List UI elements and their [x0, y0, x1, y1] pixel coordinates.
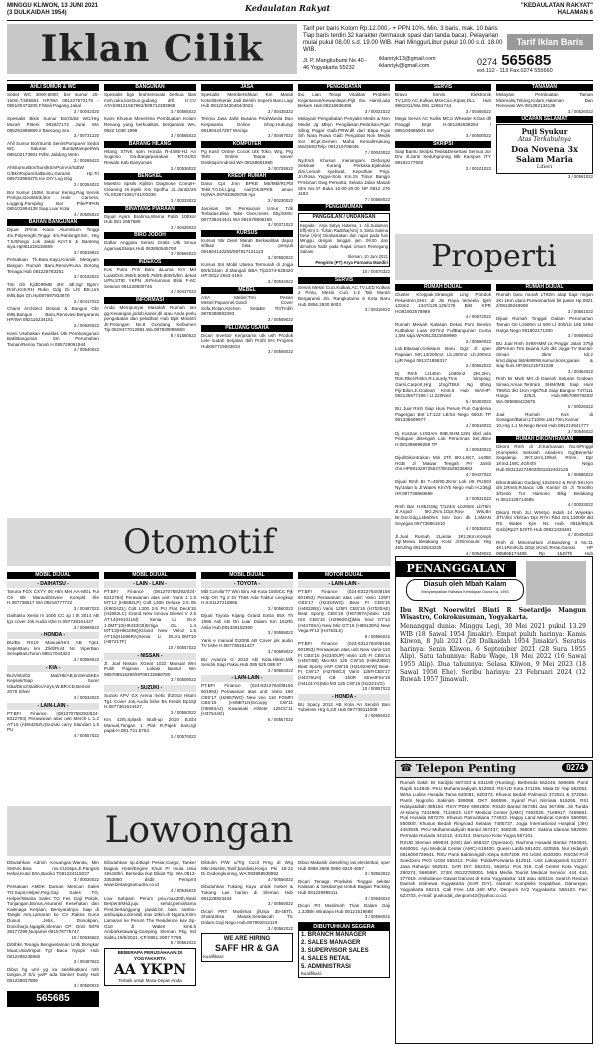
- classified-ad: Dibutuhkan Admin Keuangan,Wanita, Min SMA/K,Bisa ms.CUDsps,Jl.Pangsis Kebal,Kutul 50A,Baciko T081224115027 3 / 00020022: [7, 860, 99, 882]
- portrait-photo: [526, 561, 586, 605]
- classified-ad: PT.BFI Finance (024-8312764/08156 601953) Perawanan atas unit: Vario 125FI CBS'17 (H2334WG) Beat FI CBS'16 (H4822BS) Vario 125FI CBS'16 (H7020AE) Beat Sporty CBS'18 (H6736TA)Vario 125 ISS CBS'15 (H2960GQ)Mio Soul GT'14 (H4478SA) New Mio GT'16 (H8813DN) New Vega-R'13 (H4763LS) 9 / 00556022: [298, 589, 390, 639]
- classified-ad: Jl. Jual Nissan XGear 1022 Manual Wrn Putih Pajanan Lokasi Bantul WA 085788515290/HP08132888780 3 / 00509022: [104, 660, 196, 683]
- classified-ad: Kursus Stir Diesl Marah Berkwalitas dapat siftkan bisa penyuli 081804142255/087817121123 3 / 00550022: [201, 237, 293, 260]
- classified-ad: ASA Mebel:Trm Pesan Mebel:Papannel,Gardi Cover Sofa,Rotan,Kitchen Set&Bn Tlr/Tmbh 0878388883393 3 / 00569022: [201, 294, 293, 322]
- classified-ad: Servis Mesin Cuci,Kulkas,AC,TV,LED Kulkas 2 Pintu, Mesin Cuci 1-2 Tab Murah Bergaransi Jln. Rangkutamo 5 Kota Baru Hub 0856 2930 9003 3 / 00316022: [298, 284, 390, 313]
- classified-ad: Dj Kos2an Lt:50Am IMB,SHM,12Kt kbsl ada Pedapan disengah Lok Perumnas Sel,JBne H:081389998289 TP 3 / 00040022: [395, 430, 491, 453]
- classified-ad: Dijual Ayam Brahma,Warna Putih 10Ekor Hub.081 2657688 3 / 00426022: [104, 213, 196, 230]
- category-header: BAHAN BANGUNAN: [7, 219, 99, 226]
- category-header: KREDIT RUMAH: [201, 173, 293, 180]
- telepon-box: [395, 760, 593, 1044]
- classified-ad: Sedot WC 3000-6000, bor sumur 20-150m,T.565591 HP/WA 081227572179 - 085100473205 F/Wali Pagang Jakal 3 / 00042420: [7, 92, 99, 114]
- classified-ad: Dibut hg uml yg ka seitihkatkan/ mth tangan,Jl S/u ya/P ada banner busty Hub 081229037889 3 / 00500022: [7, 966, 99, 989]
- classified-ad: Dijual Toyota Kijang Grand Extra 55X Th 1996 Asli AB Ori Luar Dalam Km 151Rb Aslia Hub.081339102360 3 / 00559022: [201, 613, 293, 636]
- column-6: TANAMAN Melayani Pembuatan Taman Minimalis,Tebing,Kolam,Halaman Dan Renovasi WA 081392134136 3 / 00526022 UCAPAN SELAMAT Puji Syukur Atas Terkabulnya Doa Novena 3x Salam Maria Lifieri 3 / 00561022: [496, 84, 593, 180]
- classified-ad: Rumah baru murah LT92m atap baja ringan 2Kt 1Km utara Purwomartani bit pasar Hp.0821 2/08139249908 3 / 00561022: [496, 292, 593, 314]
- classified-ad: Km 42rb,Splash Built-up 2010 B,Ebt Manual,Tangan 1 Plat R,Pajek baru,tgl pajak.H.081.721.5754 3 / 00570022: [104, 717, 196, 740]
- panggilan-notice: [298, 213, 390, 267]
- category-header: RUMAH DIKONTRAKAN: [496, 436, 593, 443]
- classified-ad: Daftar Anggota Serasi Gratis Utk Smua Agama&Status.Hub 083850545760 3 / 00565022: [104, 240, 196, 257]
- classified-ad: Dana Cpt Jmn BPKB Mtr/Mbl/Rt,Pbl Tekit,T.0.bs,Lgsg cair(Ok.BPKB aman Hp/WA.087833608786 Aja 3 / 00230022: [201, 181, 293, 203]
- penanggalan-box: [395, 556, 593, 758]
- hiring-ad: WE ARE HIRING SAFF HR & GA Kualifikasi:: [201, 933, 293, 962]
- category-header: RUMAH DIJUAL: [496, 284, 593, 291]
- panggilan-title: PANGGILAN / UNDANGAN: [300, 215, 388, 222]
- phone-prefix: 0274: [477, 57, 498, 67]
- header-date: MINGGU KLIWON, 13 JUNI 2021 (3 DULKAIDAH 1954): [7, 3, 99, 16]
- panggilan-signature: Pengirim (PT) Arya Purnama Mandiri: [315, 259, 388, 265]
- category-header: PENGOBATAN: [298, 84, 390, 91]
- classified-ad: Dibutuhkan Tukang Kayu untuk mebel & Tukang Las harian di Sleman Hub 081228823434 3 / 00560022: [201, 884, 293, 907]
- office-address: Jl. P. Mangkubumi No.40 - 46 Yogyakarta 55232: [303, 58, 368, 71]
- category-header: UCAPAN SELAMAT: [496, 116, 593, 123]
- category-header: BINATANG PIARAAN: [104, 206, 196, 213]
- classified-ad: BU/Bo RS19 Manual/Hr4 AB Tgn1 SeperBaru km Z/klt/Pu/4 Nc ViperBan SerapBaruTurun 08517044322 3 / 00559022: [7, 640, 99, 662]
- category-header: BENGKEL: [104, 173, 196, 180]
- classified-ad: Dijul/Dikontrakan Min 2Th 6Kt,LSK7, Ls350 HGB Jl Mawar Tengah Prr Jamb chs.HP081328725527/081529236683 4 / 00427022: [395, 455, 491, 477]
- header-page-info: "KEDAULATAN RAKYAT" HALAMAN 6: [520, 3, 593, 16]
- classified-ad: Dicari PRT Muslimat jl/Usia 30-45Th, Sholat,Bisa Masak,Sendaicah Tlc Dolam,Gaji Nego.Hub.087892012119 3 / 00562022: [201, 908, 293, 931]
- classified-ad: Dj Rmh Lt145m Lb90m2 2KI,2Kn, Rtm,Rkel,Rmkn,R.Lourdy,Trnn Simping, Garsi,Carport,Hrg 1hrg/TBUI Ng Bbng Pijr.Bilon,Ji.Godean Km6.5 Hub WA/HP: 082136577196 / Lt.220Ned 5 / 00403022: [395, 370, 491, 404]
- classified-ad: Rmh di Minomartani Jl.Bandeng 3 Nc.11 4Kt,1Rm/Kd1,1Dpr,1Kmd,Teras,Garasi HP 085865174485 Rp 15Jt/Th Hub: [496, 539, 593, 556]
- classified-ad: Kos Putra Pnh Baru &Luma Km Md Luas/Dim.350rb,500rb,750rb,800rb/bln dekat UPN,STIE YKPN Jl.Perumnas Blok F-6C Seturan 081228830746 4 / 00437022: [104, 267, 196, 295]
- column-4: PENGOBATAN Ibu Lian Terapi Vitalitas Problem Kejantanan/Kewanitaan,Pijit Ibu Hamil,ada Bekam Hub.08216636486 3 / 00021022 Melayani Pengobatan Penyakit Medis & Non Medis Jg Mbyn Penglaisan,Pelarisan,Pgar Siling Pagar Gaib,PRW,dll dari Bapa Kyai Sih Nara Ruwa Gaib Pengobat Non Medis Sor 8Cpt,Gemen Maha Kemal/Hukung Wa/SMS/Telp: 081215706046 7 / 00043022 Ny.Endi Khusus menangani Disfungsi Seksual Kurang Perkasa,Ejakulasi dini,Lemah syahwat, Keputhan Prigi, Jn.Rosa Yogya-Solo Km.15 Timur Bangjo Prmbnan Gwg Pemarta, Selasa Jalan Masak Stm No.47 Buka 10.00-20.00 HP 0812 276 1193 7 / 00568022 PENGUMUMAN PANGGILAN / UNDANGAN Kepada : Arya Satya Hutama, 1. Ali Sulaiman Eff(Alm) 2. Tuhan Raditha(Alm) 3. Sinta Sukma Dewi (Alm) Dirahasiakan dari rapat pada hari Minggu dengan tanggal jam 09.00 dan dimohon hadir pada Rapat Umum Pemegang Saham. Sleman, 10 Juni 2021 Pengirim (PT) Arya Purnama Mandiri 10 / 00570322 SERVIS Servis Mesin Cuci,Kulkas,AC,TV,LED Kulkas 2 Pintu, Mesin Cuci 1-2 Tab Murah Bergaransi Jln. Rangkutamo 5 Kota Baru Hub 0856 2930 9003 3 / 00316022: [298, 84, 390, 313]
- office-email: iklanriyk13@gmail.com iklanriyk@gmail.com: [379, 56, 436, 69]
- category-header: PELUANG USAHA: [201, 325, 293, 332]
- category-header: AHLI SUMUR & WC: [7, 84, 99, 91]
- panggilan-date: Sleman, 10 Juni 2021: [347, 254, 388, 260]
- tarif-badge: Tarif Iklan Baris: [507, 34, 593, 50]
- category-header: INFORMASI: [104, 297, 196, 304]
- classified-ad: BU Spacy 2012 AB Kota An Sendiri Ban Tubeless Hrg 6,2Jt Hub 087739111008 3 / 00555022: [298, 701, 390, 718]
- category-header: TANAMAN: [496, 84, 593, 91]
- masthead-title: Iklan Cilik: [7, 24, 297, 74]
- office-ext: ext.112 - 113 Fax.0274 555660: [477, 68, 553, 74]
- category-header: RUMAH DIJUAL: [395, 284, 491, 291]
- category-header: KOMPUTER: [201, 141, 293, 148]
- classified-ad: Dicari Tenaga Produksi Tinggal sekitar Kalasan & Sekitarnya Untuk Bagian Packing Hub 081229999111 3 / 00546022: [298, 878, 390, 901]
- classified-ad: Jl.Jual Rumah 2Lantai 3Kt,2Km,Kompli Tgl.Mewa Belakang Kost Jl.Rimonunt Hrg 450J/Ng 08132843225 4 / 00549022: [395, 533, 491, 556]
- ucapan-box: Puji Syukur Atas Terkabulnya Doa Novena 3x Salam Maria Lifieri: [496, 124, 593, 174]
- classified-ad: Kami Usahakan Kwalitas Utk Pembangunan Bak/Bangunan Sm Perumahan Taman/Renov Tanah.H 085729061944 3 / 00540022: [7, 330, 99, 353]
- classified-ad: Spesialis bgn bruhrenovasi berkua litas mnh,ruko,kosGun,gudang drll H.CV ATAS08121567662/508712383968 3 / 00565022: [104, 92, 196, 114]
- category-header: JASA: [201, 84, 293, 91]
- lowongan-column-4: [298, 860, 390, 1044]
- classified-ad: Bor Sumur 150M, Sumur Kering,Pag Servis Pompa,Geolistrik,Bor Hole Camera, Logging,Pumping Bor Pile/PIPAN 085101994138 Siap Luar Kota 4 / 00505022: [7, 189, 99, 217]
- classified-ad: Low Sahpam Perum pria,max30th,Wasl Berpent/Msd,juju sehat,pemahama Penl,bertanggung jawab,bn bais rambu-ambuaj&ui,domisili max 10km dr Ngora,Kirim Lamaran ke Perum The Residence kav Sp-G10 Jl Wates km5.5 Ambarketawang,Gamping Sleman Pkg Ind Sabtu,19/6/2021, CP:0851 3087 7799 8 / 00561022: [104, 895, 196, 946]
- column-2: [104, 82, 196, 514]
- segera-ad: DIBUTUHKAN SEGERA 1. BRANCH MANAGER 2. SALES MANAGER 3. SUPERVISOR SALES 4. SALES RETAIL 5. ADMINISTRASI Kualifikasi:: [298, 922, 390, 978]
- telepon-code: 0274: [562, 763, 588, 772]
- column-3: [201, 82, 293, 514]
- classified-ad: Terima Jasa Jahit Busana Pria/Wanita Dan Kerjasama Online Shop.Hubungi 081804247297 WA/aja 3 / 00467022: [201, 116, 293, 139]
- category-header: BIRO JODOH: [104, 232, 196, 239]
- ykpn-ad: BEBERAPA PERUSAHAAN DI YOGYAKARTA AA YKPN Terbaik untuk Masa Depan Anda: [104, 948, 196, 986]
- lowongan-column-1: [7, 860, 99, 1044]
- classified-ad: Rmh Br Mwh Mrt di Daerah Seturan Godean Siman,Aman,Tentram SHM/IMB Siap Huni T96/51 3kt 1Km Hg675Jt Siap Bangun T47/111 Harga 325Jt, Hub.085708878203/ WA.085868423675 5 / 00026022: [496, 376, 593, 410]
- classified-ad: Daihatsu Xenia m 1000 CC xp t th 2014 AB tg1 cover Jok Audio ishe H.087738161427 3 / 00569022: [7, 613, 99, 630]
- classified-ad: Dijual Rmh Br T=45/90,2Kmr Lok Utr PUSDI Ny/Jalan 5 Jl.Wates Km7/5 Nego Hub H.236jjt HP.087738883699 3 / 00531022: [395, 479, 491, 502]
- classified-ad: Lok.Bitaraan,Celelaun Baru Gg2 Jl oper Papaian Mrt.14/200m2 Lb.200m2 Lb.200m2 LjiR Nego 081271858317 3 / 00562022: [395, 346, 491, 369]
- classified-ad: Dibtuhn P/W u/Trg Cucil Prng di Wrg Mkn,Muslim,Tanif,bandaki,Kenja Pki 16-22 Di Godongkumng, WA:083868538992 4 / 00556022: [201, 860, 293, 882]
- category-header: PENGUMUMAN: [298, 204, 390, 211]
- penanggalan-name: Ibu RNgt Noerwitri Binti R Soetardjo Mangun Wisastro, Cokrokusuman, Yogyakarta.: [400, 607, 586, 621]
- classified-ad: Dikont Rmh 2Lt Wnstyo Indah 14 Wiyekan JlTI/Jlnt Vk/Gan Dpr R7m Rbd Grs,1300W dkt RS Wates Kjm Ns Hub 0815/85(Jk Gmb)Rp27.5Jt/Th Hub 08821333481 4 / 00400022: [496, 509, 593, 538]
- classified-ad: PT.BFI Finance (081370768292/024-8312764) Perawanan atas unit Merch L 1.2 AT'15 (AD6425ZU)Suzuki carry Standart 1.5 PU 4 / 00557022: [7, 710, 99, 738]
- classified-ad: Jual Rumah Kos di Sonagan/Baturi,LT100m,LB170m,Kamar 10,Hrg 1,1 M,Nego Berat Hub.081212641777 3 / 00546022: [496, 411, 593, 434]
- classified-ad: Dibthkn Tenaga Bengwelaman Untk Bongkar Muat,Usia/Imput Tgl Baca Nyopir Hub 0812295236960 3 / 00487622: [7, 942, 99, 965]
- classified-ad: Ny.Endi Khusus menangani Disfungsi Seksual Kurang Perkasa,Ejakulasi dini,Lemah syahwat, Keputhan Prigi, Jn.Rosa Yogya-Solo Km.15 Timur Bangjo Prmbnan Gwg Pemarta, Selasa Jalan Masak Stm No.47 Buka 10.00-20.00 HP 0812 276 1193 7 / 00568022: [298, 157, 390, 202]
- properti-column-right: [496, 282, 593, 554]
- classified-ad: Suzuki APV GX Arena metic th2010 Hitam Tg1 Cover Jok,Audio lishe Bs Kredit Dp15jt H.0877361614427 3 / 00550022: [104, 692, 196, 715]
- lowongan-banner: Lowongan: [7, 806, 391, 856]
- classified-ad: Melayani Pengobatan Penyakit Medis & Non Medis Jg Mbyn Penglaisan,Pelarisan,Pgar Siling Pagar Gaib,PRW,dll dari Bapa Kyai Sih Nara Ruwa Gaib Pengobat Non Medis Sor 8Cpt,Gemen Maha Kemal/Hukung Wa/SMS/Telp: 081215706046 7 / 00043022: [298, 116, 390, 155]
- classified-ad: Chans Architect Desain & Bangun Gbr IMB,Bangun Baru,Renovasi,Bergaransi HP/WA 082116234151 3 / 00520022: [7, 306, 99, 328]
- classified-ad: Kami Khusus Menerima Pembuatan Kolam Renang yang berkualitas, bergaransi WA. 0822 1038 1998 3 / 00565022: [104, 116, 196, 139]
- classified-ad: BU Jual Rmh Siap Huni Perum Puri Gardenia Pagergan Bnt LT:122 LB:54 Nego 650Jt TP 081336509977 4 / 00510022: [395, 406, 491, 429]
- category-header: SKRIPSI: [395, 141, 491, 148]
- classified-ad: Dicari Investor Kerjasama utk ush Produk Lele sudah berjalan Ibih Profit 5% Progres Hub087715003034 3 / 00568022: [201, 332, 293, 355]
- classified-ad: Mega Servis AC Kulks MCci Wheater KGas dll Panggil Brgs H.081392838294 / 085104885501 WA 3 / 00500022: [395, 116, 491, 139]
- category-header: KURSUS: [201, 230, 293, 237]
- classified-ad: Persatuan Tk.Batu,Kayu,Kramik Metayam Bangun Rumah Baru,Renov/Kuna Borong Tenaga.Hub 081228783251 3 / 00192022: [7, 257, 99, 280]
- classified-ad: Melayani Pembuatan Taman Minimalis,Tebing,Kolam,Halaman Dan Renovasi WA 081392134136 3 / 00526022: [496, 92, 593, 114]
- masthead-rule: [7, 80, 593, 81]
- category-header: SERVIS: [298, 277, 390, 284]
- classified-ad: Dibut Makanik diesel/Ing las,elecktrikal, oper Hub 0888 2806 0856 9219 4657 3 / 00563022: [298, 860, 390, 877]
- classified-ad: Rmh Bar H.85Jt,Mg T/124m Lb205m LbT6m Jl.Argod 5KI,2Km,1Dpr,Row Wis,Bn Br,Gsr.Gdg,Lsb60hrs Sinr bon dk 1,5MAN Seyegan 087738861510 4 / 00535022: [395, 503, 491, 532]
- header-publication: Kedaulatan Rakyat: [245, 3, 331, 13]
- properti-column-left: [395, 282, 491, 554]
- category-header: MEBEL: [201, 287, 293, 294]
- telepon-title: Telepon Penting: [416, 762, 516, 775]
- penanggalan-bubble: Diasuh oleh Mbah Kalam Menyampaikan Rahasia Kehidupan Dunia Ka, 1993: [406, 579, 524, 601]
- classified-ad: Maestro Spsils Kijilton Diagnose CompH-Cleaning Hi,Injeki Kiti Spofhu JL.Janti2/26 Yk.S02871081741/03338 3 / 00333022: [104, 181, 196, 203]
- classified-ad: Rumah Mewah Kalasan Dekat Pom Bensin Kutbaluw Luas 207m2 FullBangunan Cuma 1,5M saja.WA0813321659999 3 / 00560022: [395, 321, 491, 344]
- properti-banner: Properti: [395, 234, 593, 280]
- classified-ad: Yaris e manual th2008 AB Cover jok audio TV Iishe H.087736161427 3 / 00569022: [201, 637, 293, 654]
- classified-ad: Ahli Sumur Bor/Sumb ServisPompaAir Sedot WC Saluran BuntuMampet/Wa 085102173801 Pdlm Jalidorg Wetn 3 / 00269422: [7, 140, 99, 163]
- classified-ad: Mbl Corolla'77 Wrn Biru AB Kota 1500CC Pjk Hdp Orr Tg 2 Dr Th64 Ada Faktur Lengkap H.0.81127218855 3 / 00560022: [201, 589, 293, 611]
- column-5: [395, 82, 491, 232]
- lowongan-column-2: [104, 860, 196, 1044]
- tarif-text: Tarif per baris Kolom Rp.12.000,- + PPN 10%. Min. 3 baris, mak. 10 baris Tiap baris terdiri 32 karakter (termasuk spasi dan tanda baca). Pelayanan mulai pukul 08.00 s.d. 19.00 WIB. Hari Minggu/Libur pukul 10.00 s.d. 18.00 WIB.: [303, 26, 503, 53]
- column-1: [7, 82, 99, 514]
- classified-ad: Bu/Visto/02 Mat/Hk/AB,knSendiKEx Kepsek/Siap Surer Isba/Dinc/Istal/Kc/Airys,W.BR.CD,Bensin 2079 Silver 3 / 00534022: [7, 672, 99, 700]
- otomotif-column-3: MOBIL DIJUAL - TOYOTA - Mbl Corolla'77 Wrn Biru AB Kota 1500CC Pjk Hdp Orr Tg 2 Dr Th64 Ada Faktur Lengkap H.0.81127218855 3 / 00560022 Dijual Toyota Kijang Grand Extra 55X Th 1996 Asli AB Ori Luar Dalam Km 151Rb Aslia Hub.081339102360 3 / 00559022 Yaris e manual th2008 AB Cover jok audio TV Iishe H.087736161427 3 / 00569022 BU Avanza G 2013 AB Kota,Hitam,Mlk Sendiri,Siap Pakai,Hub 085 625 089 87 3 / 00554022 - LAIN-LAIN - PT.BFI Finance (024-8312764/08156 601953) Perawanan atas unit: Vario 150 CBS'17 (H2867WG) New vrio 110 FGMFI CBS'15 (H48BTLN)Scoopy CW'11 (H5963AJ) Kawasaki Athlete 125CC'11 (H3754AD) 6 / 00557022: [201, 572, 293, 722]
- otomotif-column-2: MOBIL DIJUAL - LAIN - LAIN - PT.BFI Finance (081370768292/024-8312764) Perawanan atas unit: Yaris J 1.5 MT'12 (H5682LP) Colt L300 Deluxe 2.5 05 (K9024ZL) Colt L300 2.5 PU Flat Deck'15 (H1952LC) Grand New Innova Diesel V 2.5 AT'14(H9101LM) Xenia Li DLX 1.0MT'10(H9433CB)Ertiga GL 1.4 MT'13(H9810NQ)Grand New Veloz 1.5 AT'15(H1086RA)Xenia Li DLX1.0MT10 (H8721TF) 10 / 00557022 - NISSAN - Jl. Jual Nissan XGear 1022 Manual Wrn Putih Pajanan Lokasi Bantul WA 085788515290/HP08132888780 3 / 00509022 - SUZUKI - Suzuki APV GX Arena metic th2010 Hitam Tg1 Cover Jok,Audio lishe Bs Kredit Dp15jt H.0877361614427 3 / 00550022 Km 42rb,Splash Built-up 2010 B,Ebt Manual,Tangan 1 Plat R,Pajek baru,tgl pajak.H.081.721.5754 3 / 00570022: [104, 572, 196, 740]
- classified-ad: Jaminan SK Pensiunan Umur Tdk Terbatas,Bisa Take Over,mons Sby/SMS: 087738344441 WA 081578806159 3 / 00371022: [201, 205, 293, 228]
- classified-ad: BU Avanza G 2013 AB Kota,Hitam,Mlk Sendiri,Siap Pakai,Hub 085 625 089 87 3 / 00554022: [201, 656, 293, 673]
- classified-ad: Spesialis Bikin Sumur Bor/Sdot WC/Hrg Murah P.Beni 081827172 Jurai WA 085291888889 ir Bsecang Sra 3 / 00731220: [7, 116, 99, 139]
- penanggalan-title: PENANGGALAN: [396, 561, 516, 577]
- category-header: SERVIS: [395, 84, 491, 91]
- classified-ad: Ibu Lian Terapi Vitalitas Problem Kejantanan/Kewanitaan,Pijit Ibu Hamil,ada Bekam Hub.08216636486 3 / 00021022: [298, 92, 390, 114]
- panggilan-body: Kepada : Arya Satya Hutama, 1. Ali Sulaiman Eff(Alm) 2. Tuhan Raditha(Alm) 3. Sinta Sukma Dewi (Alm) Dirahasiakan dari rapat pada hari Minggu dengan tanggal jam 09.00 dan dimohon hadir pada Rapat Umum Pemegang Saham.: [300, 222, 388, 254]
- classified-ad: AhliSumurBor/SumlkSrvPomAir/SdtW C/BknRopan/SalBuntu,Garansi Hp.Tri 085723966375 Ice DIY Log Diig 3 / 00354022: [7, 165, 99, 187]
- classified-ad: Persatuan AMDK Daman Mencari Sales TO,Supir,Helper,Peg,Gaji Sales TO, Helper/Wanita Sales TO Fes Gaji Pokok, Tunjangan,Bonus,Asuransi Kesehatan dan Kalenaga Kerjaan, Bersyaratnya. Siap di Tangki Aim,Lamaran ke CV Raksa Guna Dusun Jetis, Donokpan, Donoharjo,Ngaglik,Sleman CP: Doni 0878 39177299,Nurjamin 081578776747 10 / 00536622: [7, 884, 99, 940]
- phone-icon: ☎: [400, 763, 413, 774]
- header-rule: [7, 20, 593, 21]
- classified-ad: Dijual 2Pims Kaca Aluminium Tinggi 4m,Polyrenghi,Tinggi 4m,Panlong3.5m, Hrg 7.5Jt/Nego Lok Jakal Km7.5 Ji Banteng siya.Hp081228119589 3 / 00519822: [7, 227, 99, 255]
- otomotif-banner: Otomotif: [7, 518, 391, 566]
- classified-ad: Siap Bantu Skripsi,Tesis&Desertasi Semua Jur Dra Jl.Janti Seduhgrunng Blk Kampus ITY 08182177603 3 / 00101022: [395, 148, 491, 171]
- penanggalan-body: Menanggal dunia: Minggu Legi, 30 Mei 2021 pukul 13.29 WIB (18 Sawal 1954 Jimakir). Empat puluh harinya: Kamis Kliwon, 8 Juli 2021 (28 Dulkaidah 1954 Jimakir). Seratus harinya: Senin Kliwon, 6 September 2021 (28 Sura 1955 Alip). Satu tahunnya: Rabu Wage, 18 Mei 2022 (16 Sawal 1955 Alip). Dua tahunnya: Selasa Kliwon, 9 Mei 2023 (18 Sawal 1956 Ehe). Seribu harinya: 23 Februari 2024 (12 Ruwah 1957 Jimawal).: [400, 623, 586, 684]
- classified-ad: Taruna FGX CXYY 06 Htm Met AA-MGL Ful Ori Bk Manual/Ssvice Komplit Sle H.087738617 WA 08216777722 3 / 00487022: [7, 589, 99, 611]
- category-header: INDEKOS: [104, 259, 196, 266]
- category-header: BANGUNAN: [104, 84, 196, 91]
- classified-ad: BU Jual Rmh SHM-IMM Lk Pinggir Jalan 375jt dbPerum Trm Buana A16 dkt Jogja-TV Bantul-Siman 3kmr tdr,2 kmd,dapur,listrik900W,sumur,kons;garasi & siap huni.HP.081215731238 3 / 00364022: [496, 340, 593, 374]
- telepon-body: Rumah Sakit: Dr Sardjito 587333 & 631190 (Hunting). Bethesda 562246, 586688. Panti Rapih 514845. PKU Muhammadiyah 512653. RS-UD Kota 371195. Mata Dr Yap 562054. Wirta Ludira Husada Tama 620091, 620373. Khusus Bedah Palmaszi 372021 & 372054. Pantri Nugroho Sakinah 389098. DKT 566596. Syaraf Puri Nirmala 515255. RSI Hidayatullah 389194. RSIY PDHI 6991800. RSUD Bantul 367381 dan 367386. Jin Turida Al-Islamy 7431968, 7114823. UST Medical Center (UMC) 7492025. 7168917, 7459681. Puri Husada 587270. Khusus Pamuntiana 774633. Happy Land Medical Centre 550058, 550000. Khusus Bedah Ringroad Selatan 7485737. Jogja International Hospital (JIH) 4463535. PKU Muhammadiyah Bantul 367437, 368238, 368067. Sakina Idaman 582009. Permata Husada 441212, 441313. Darsono Kota Yogya 587101. RSUD Sleman 869934 (IGD) dan 868437 (Operator), Rachma Husada Bantul 7454944, 6460091. Ayu Medical Center (AMC) 618400. Queen Latifa 581402, 620555. Nur Hidayah 0816000729941. RSU Panti Baktiningsih Klepu 6497209. RS UGM 4530300. RSGM Prof Soedomo PKG UGM 555312. Polisi: Polda/Porwiarta 512511. Unit Laka/patroli 513237. Jasa Raharja: 562531. SAR DIY: 562331, 562811. Pos 319. Call Center Kota Yogya: 290274, 586589*. 2740/ 08122780001. Mitra Media Tourist Medical Service: 444 444, 377019. Ambulance Gawat Darurat di Kota Yogyakarta: 118 atau 420118. Search Rescue Daerah Istimewa Yogyakarta (SAR DIY), Alamat: Kompleks Kepatihan, Danurejan, Yogyakarta 55213. Call Free 148 160 Mhz. Denpom IV/2 Yogyakarta: 566103. Fax: 623733, e-mail: puskodal_denpom42@yahoo.co.id.: [400, 780, 588, 899]
- classified-ad: Dikontrakkan Gudang 13x24m2 & Rmh 5KI,Km dm,1Rmtn,R.Baca Utk Kantor Di Jl Timotho 3/Gedo Tut Harsono Blkg Belakang H.0812129714665 4 / 00033022: [496, 479, 593, 508]
- telepon-header: [396, 761, 592, 778]
- classified-ad: Hilang STNK spm Honda R-4485-HJ An Sugiono Da.Banjarpanakan RT.01/03 Rewalo Kab Banyumas 3 / 00536022: [104, 148, 196, 171]
- lowongan-column-3: [201, 860, 293, 1044]
- otomotif-column-4: MOTOR DIJUAL - LAIN-LAIN - PT.BFI Finance (024-8312764/08156 601953) Perawanan atas unit: Vario 125FI CBS'17 (H2334WG) Beat FI CBS'16 (H4822BS) Vario 125FI CBS'16 (H7020AE) Beat Sporty CBS'18 (H6736TA)Vario 125 ISS CBS'15 (H2960GQ)Mio Soul GT'14 (H4478SA) New Mio GT'16 (H8813DN) New Vega-R'13 (H4763LS) 9 / 00556022 PT.BFI Finance (024-8312764/08156 601953) Perawanan atas unit New Vario-110 FI CBS'16 (H2340UP) Vario 125 FI CBS'14 (H4574Bl) Mio-M3 125 CW'16 (H6623BG) Beat Sporty eSP CW'16 (H3192AEW) Beat-FI CW'17 (H2759GJ) Vario 125FICBS'17 (H4376UH) CB -150R StreetFire'15 (H4101YG)Mio M3 125 CW'15 (H2221VG) 10 / 00557022 - HONDA - BU Spacy 2012 AB Kota An Sendiri Ban Tubeless Hrg 6,2Jt Hub 087739111008 3 / 00555022: [298, 572, 390, 718]
- classified-ad: PT.BFI Finance (081370768292/024-8312764) Perawanan atas unit: Yaris J 1.5 MT'12 (H5682LP) Colt L300 Deluxe 2.5 05 (K9024ZL) Colt L300 2.5 PU Flat Deck'15 (H1952LC) Grand New Innova Diesel V 2.5 AT'14(H9101LM) Xenia Li DLX 1.0MT'10(H9433CB)Ertiga GL 1.4 MT'13(H9810NQ)Grand New Veloz 1.5 AT'15(H1086RA)Xenia Li DLX1.0MT10 (H8721TF) 10 / 00557022: [104, 589, 196, 650]
- classified-ad: Dicari Prt Muslimah Trian Dalam Gaji 1,3JtBln Wiralaya Hub 08121519688 3 / 00568022: [298, 903, 390, 920]
- classified-ad: Cluster Kroppak,Strategis Ling Pondok Pesantren,5Hrc dr Jln Raya temeela bjsh 122m2 1347/125,125/175 Blst KPR HO81902578989 4 / 00672022: [395, 292, 491, 320]
- classified-ad: Bravo Servis Elektronik TV,LED,AC,Kulkas,MsnCuci,Kipas,DLL Hub 0881011/Wa 081 12651744 3 / 00465022: [395, 92, 491, 114]
- page-header: [0, 0, 600, 20]
- classified-ad: Anda Mempunyai Masalah Rumah tan gg,Keuangan,jodoh,karier,dll atau Anda perlu pengobatan dan pelatihan Hub Bpk Mriantri Jlr.Potongan No.8 Gondang Kebumen Tip.0819477012881 Wa.087830086660 8 / 01560522: [104, 305, 196, 338]
- phone-number: 565685: [501, 52, 552, 69]
- office-phone: [477, 52, 593, 69]
- classified-ad: PT.BFI Finance (024-8312764/08156 601953) Perawanan atas unit: Vario 150 CBS'17 (H2867WG) New vrio 110 FGMFI CBS'15 (H48BTLN)Scoopy CW'11 (H5963AJ) Kawasaki Athlete 125CC'11 (H3754AD) 6 / 00557022: [201, 683, 293, 722]
- display-ad-box: 565685: [7, 991, 99, 1007]
- classified-ad: Kursus Stir Mobil Utama Termurah di Jogja 80rb/2Jam Jl.Mangali BBA Tlp2274-625420 HP:0812 2643 4194 3 / 00534022: [201, 262, 293, 285]
- masthead: [7, 22, 593, 78]
- classified-ad: Dibutuhkan sp.d4kapl Pesiar,Cargo, Tanker Bagian Hotel/Engine Khus Pr mula Usia 18s42thn. Bersedia Ikut Dikiat Tlp. WA.0813-3353850 dsdir. Pemprnt www.bintangsamudra.co.id 4 / 00535022: [104, 860, 196, 893]
- classified-ad: PT.BFI Finance (024-8312764/08156 601953) Perawanan atas unit New Vario-110 FI CBS'16 (H2340UP) Vario 125 FI CBS'14 (H4574Bl) Mio-M3 125 CW'16 (H6623BG) Beat Sporty eSP CW'16 (H3192AEW) Beat-FI CW'17 (H2759GJ) Vario 125FICBS'17 (H4376UH) CB -150R StreetFire'15 (H4101YG)Mio M3 125 CW'15 (H2221VG) 10 / 00557022: [298, 641, 390, 692]
- classified-ad: Tim Gb Kji3DIRMB 4Hr Jdt.Sgl Bgnn: Rmh,Kntr,RH Ruko Gdg Di Lht Btn,Urs IMB,Bps Gh.Hp087897933878 3 / 00417022: [7, 281, 99, 304]
- classified-ad: Dikont Rmh di Jl.Kamaraan No.6/Pnggil (Kompleks Sekolah Akademi Gg)Benerlar Segalenju 3KT,1Km,1Rkel, Rmm, Dpr 1Kmd,1WC,4Ghr/th Nego Hub:083132274802/081332402125 5 / 00686022: [496, 444, 593, 478]
- category-header: BARANG HILANG: [104, 141, 196, 148]
- classified-ad: Pg Kasir Online Cocok Utk Toko, Wrg, Prg Terb Online Tanpa server Desktop/Android.WA 08158651880 3 / 00729522: [201, 148, 293, 171]
- classified-ad: Spesialis Membersihkan Km Mandi Kotor/Berkerak Jadi Bersih Seperti Baru Lagi Hub.081223430404/3023 3 / 00435322: [201, 92, 293, 114]
- classified-ad: Dijual Rumah Tinggal Dalam Perumahan Taman Ori L1500m Lt 500 Lt 400/Lb 195 SHM Harga Nego 081802171300 3 / 00559022: [496, 316, 593, 339]
- otomotif-column-1: MOBIL DIJUAL - DAIHATSU - Taruna FGX CXYY 06 Htm Met AA-MGL Ful Ori Bk Manual/Ssvice Komplit Sle H.087738617 WA 08216777722 3 / 00487022 Daihatsu Xenia m 1000 CC xp t th 2014 AB tg1 cover Jok Audio ishe H.087738161427 3 / 00569022 - HONDA - BU/Bo RS19 Manual/Hr4 AB Tgn1 SeperBaru km Z/klt/Pu/4 Nc ViperBan SerapBaruTurun 08517044322 3 / 00559022 - KIA - Bu/Visto/02 Mat/Hk/AB,knSendiKEx Kepsek/Siap Surer Isba/Dinc/Istal/Kc/Airys,W.BR.CD,Bensin 2079 Silver 3 / 00534022 - LAIN-LAIN - PT.BFI Finance (081370768292/024-8312764) Perawanan atas unit Merch L 1.2 AT'15 (AD6425ZU)Suzuki carry Standart 1.5 PU 4 / 00557022: [7, 572, 99, 738]
